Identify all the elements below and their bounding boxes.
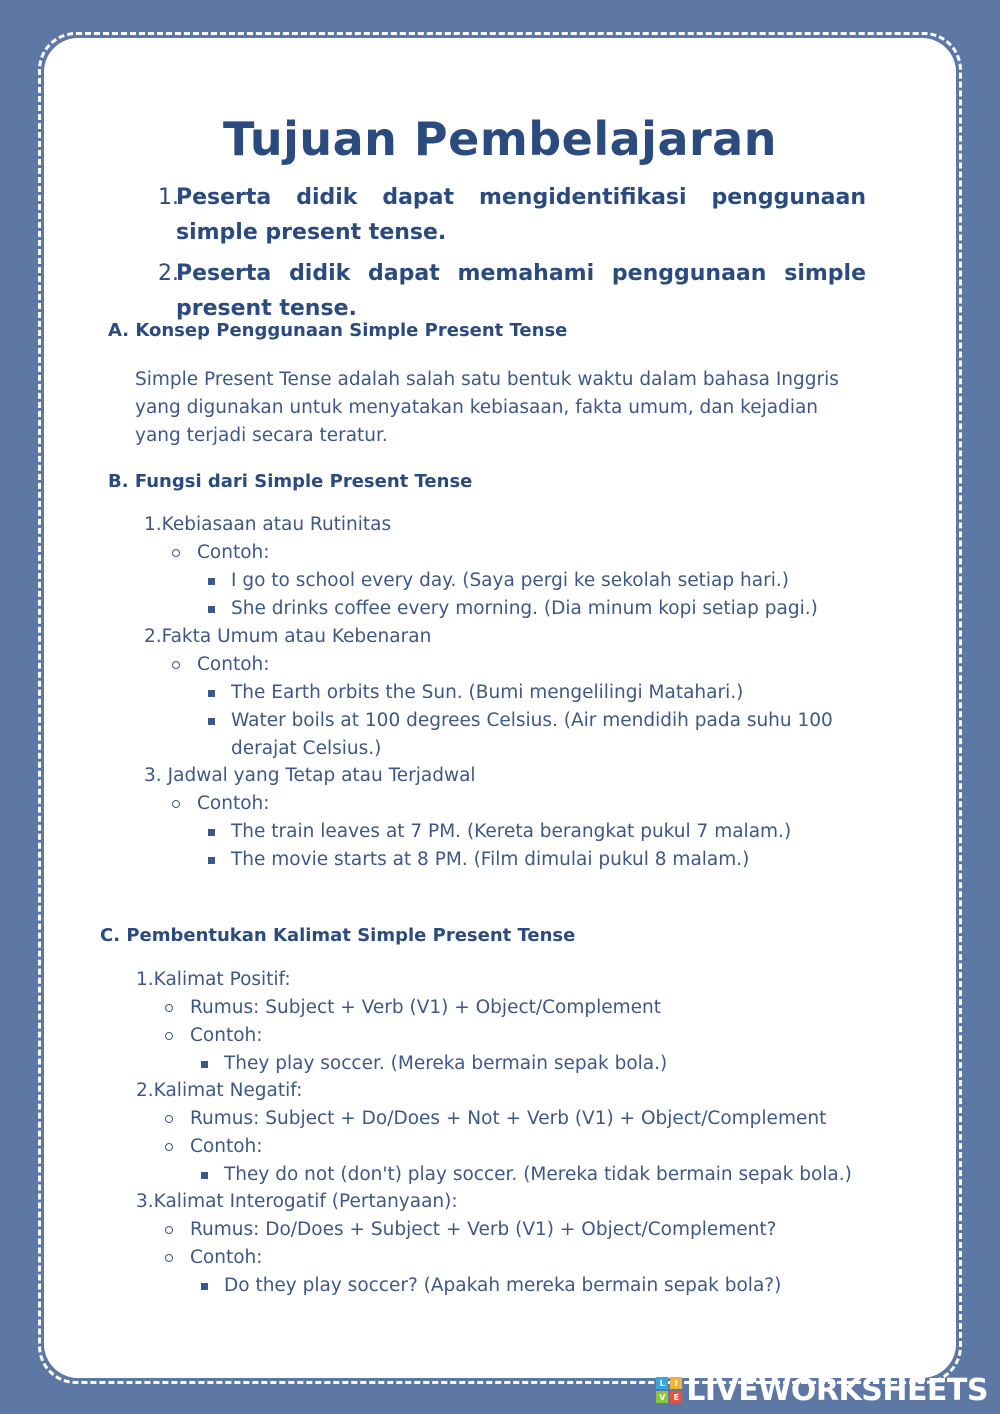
list-item xyxy=(201,1161,852,1189)
page-title: Tujuan Pembelajaran xyxy=(223,112,777,166)
list-item xyxy=(172,651,270,679)
example-text: The Earth orbits the Sun. (Bumi mengelilingi Matahari.) xyxy=(231,682,744,703)
example-text: I go to school every day. (Saya pergi ke sekolah setiap hari.) xyxy=(231,570,789,591)
circle-bullet-icon xyxy=(165,1115,173,1123)
list-item xyxy=(208,846,749,874)
square-bullet-icon xyxy=(201,1172,208,1179)
goal-number: 1. xyxy=(158,185,179,210)
square-bullet-icon xyxy=(208,829,215,836)
list-item xyxy=(208,567,789,595)
logo-letter: I xyxy=(670,1377,682,1389)
list-item xyxy=(201,1272,781,1300)
logo-letter: L xyxy=(656,1377,668,1389)
logo-letter: E xyxy=(670,1391,682,1403)
goal-item xyxy=(158,256,866,326)
item-number: 2. xyxy=(136,1080,154,1101)
example-text: They do not (don't) play soccer. (Mereka tidak bermain sepak bola.) xyxy=(224,1164,852,1185)
item-number: 1. xyxy=(144,514,162,535)
list-item xyxy=(165,1133,263,1161)
list-item xyxy=(144,623,431,651)
item-label: Kebiasaan atau Rutinitas xyxy=(161,514,392,535)
liveworksheets-text: LIVEWORKSHEETS xyxy=(686,1372,988,1408)
contoh-label: Contoh: xyxy=(190,1247,263,1268)
list-item xyxy=(201,1050,667,1078)
list-item xyxy=(172,790,270,818)
contoh-label: Contoh: xyxy=(197,654,270,675)
list-item xyxy=(136,1188,458,1216)
list-item xyxy=(208,818,791,846)
example-text: They play soccer. (Mereka bermain sepak bola.) xyxy=(224,1053,668,1074)
list-item xyxy=(136,1077,302,1105)
list-item xyxy=(208,595,818,623)
item-label: Kalimat Negatif: xyxy=(153,1080,303,1101)
square-bullet-icon xyxy=(201,1283,208,1290)
learning-goals-list xyxy=(158,180,866,332)
list-item xyxy=(144,511,391,539)
item-number: 2. xyxy=(144,626,162,647)
square-bullet-icon xyxy=(201,1061,208,1068)
example-text: The movie starts at 8 PM. (Film dimulai pukul 8 malam.) xyxy=(231,849,750,870)
liveworksheets-watermark[interactable] xyxy=(656,1372,988,1408)
list-item xyxy=(165,1022,263,1050)
list-item xyxy=(136,966,291,994)
list-item xyxy=(165,1244,263,1272)
goal-text: Peserta didik dapat mengidentifikasi penggunaan simple present tense. xyxy=(176,185,866,245)
item-label: Kalimat Positif: xyxy=(153,969,291,990)
contoh-label: Contoh: xyxy=(190,1025,263,1046)
square-bullet-icon xyxy=(208,690,215,697)
square-bullet-icon xyxy=(208,578,215,585)
contoh-label: Contoh: xyxy=(197,793,270,814)
contoh-label: Contoh: xyxy=(190,1136,263,1157)
circle-bullet-icon xyxy=(165,1143,173,1151)
list-item xyxy=(144,762,476,790)
list-item xyxy=(165,1105,826,1133)
item-label: Kalimat Interogatif (Pertanyaan): xyxy=(153,1191,458,1212)
goal-item xyxy=(158,180,866,250)
item-label: Jadwal yang Tetap atau Terjadwal xyxy=(167,765,476,786)
square-bullet-icon xyxy=(208,857,215,864)
square-bullet-icon xyxy=(208,606,215,613)
list-item xyxy=(208,707,833,735)
rumus-text: Rumus: Subject + Do/Does + Not + Verb (V1) + Object/Complement xyxy=(190,1108,827,1129)
circle-bullet-icon xyxy=(172,549,180,557)
list-item xyxy=(208,679,743,707)
list-item xyxy=(165,994,661,1022)
section-a-heading: A. Konsep Penggunaan Simple Present Tense xyxy=(108,320,568,341)
liveworksheets-logo-icon xyxy=(656,1377,682,1403)
item-label: Fakta Umum atau Kebenaran xyxy=(161,626,432,647)
item-number: 1. xyxy=(136,969,154,990)
section-a-paragraph: Simple Present Tense adalah salah satu bentuk waktu dalam bahasa Inggris yang digunakan untuk menyatakan kebiasaan, fakta umum, dan kejadian yang terjadi secara teratur. xyxy=(135,369,839,446)
list-item xyxy=(172,539,270,567)
example-text: The train leaves at 7 PM. (Kereta berangkat pukul 7 malam.) xyxy=(231,821,792,842)
example-text: derajat Celsius.) xyxy=(231,738,382,759)
item-number: 3. xyxy=(144,765,162,786)
example-text: She drinks coffee every morning. (Dia minum kopi setiap pagi.) xyxy=(231,598,818,619)
circle-bullet-icon xyxy=(165,1032,173,1040)
item-number: 3. xyxy=(136,1191,154,1212)
square-bullet-icon xyxy=(208,718,215,725)
section-c-heading: C. Pembentukan Kalimat Simple Present Tense xyxy=(100,925,576,946)
list-item xyxy=(165,1216,776,1244)
example-text: Do they play soccer? (Apakah mereka bermain sepak bola?) xyxy=(224,1275,782,1296)
contoh-label: Contoh: xyxy=(197,542,270,563)
circle-bullet-icon xyxy=(165,1226,173,1234)
logo-letter: V xyxy=(656,1391,668,1403)
circle-bullet-icon xyxy=(165,1004,173,1012)
list-item-continuation xyxy=(231,735,381,763)
circle-bullet-icon xyxy=(165,1254,173,1262)
circle-bullet-icon xyxy=(172,800,180,808)
circle-bullet-icon xyxy=(172,661,180,669)
section-b-heading: B. Fungsi dari Simple Present Tense xyxy=(108,471,473,492)
rumus-text: Rumus: Subject + Verb (V1) + Object/Complement xyxy=(190,997,662,1018)
rumus-text: Rumus: Do/Does + Subject + Verb (V1) + Object/Complement? xyxy=(190,1219,777,1240)
goal-text: Peserta didik dapat memahami penggunaan simple present tense. xyxy=(176,261,866,321)
example-text: Water boils at 100 degrees Celsius. (Air mendidih pada suhu 100 xyxy=(231,710,833,731)
goal-number: 2. xyxy=(158,261,179,286)
